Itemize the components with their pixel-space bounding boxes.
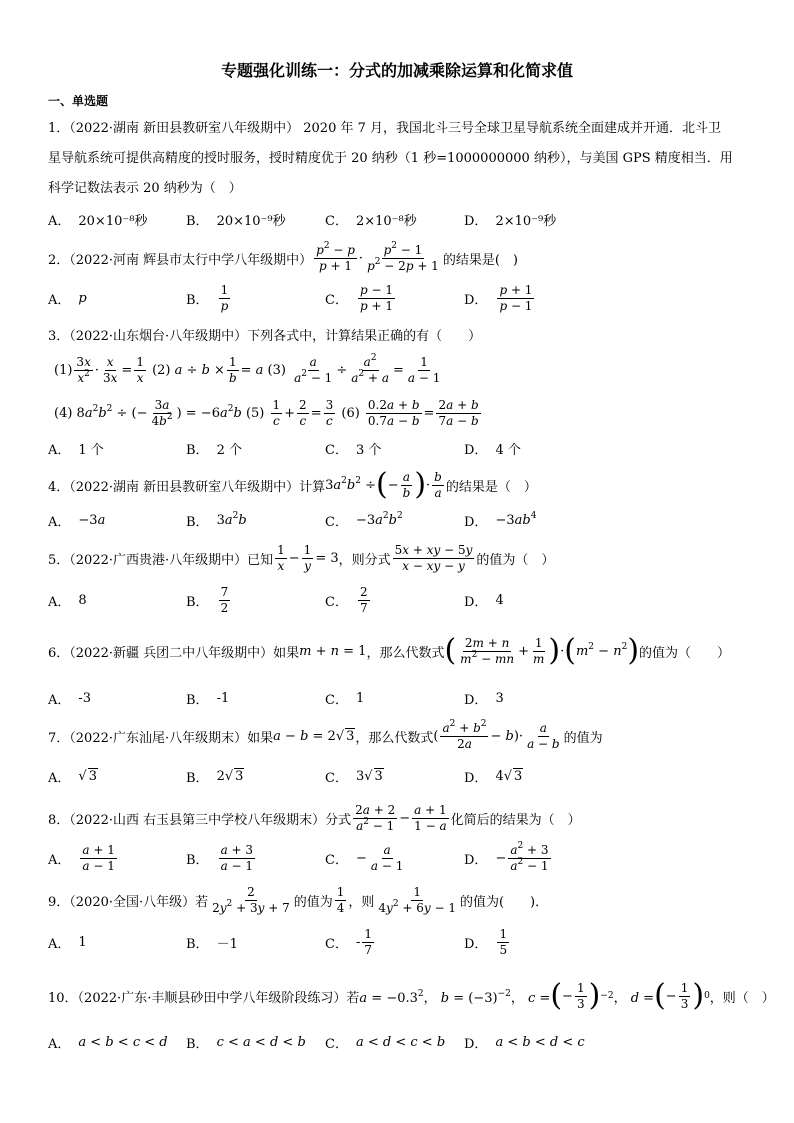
q7-option-c[interactable]: C． 3√ 3 <box>325 768 383 786</box>
q9-option-c[interactable]: C． - 1 7 <box>325 926 372 957</box>
q4-option-a[interactable]: A． −3a <box>48 512 106 530</box>
q9-option-d[interactable]: D． 1 5 <box>464 926 508 957</box>
question-2: 2．（2022·河南 辉县市太行中学八年级期中） $p^2 - p$ p + 1 · $p^2 - 1$ $p^2 - 2p + 1$ 的结果是( ) <box>48 240 518 273</box>
q9-options <box>48 922 748 962</box>
q2-fraction-1: $p^2 - p$ p + 1 <box>316 240 355 273</box>
page-title: 专题强化训练一：分式的加减乘除运算和化简求值 <box>220 61 573 80</box>
question-5: 5．（2022·广西贵港·八年级期中）已知 1 x − $\frac{1}{y}$ = 3 ，则分式 5x + xy − 5y x − xy − y 的值为（ ） <box>48 542 555 573</box>
q5-options <box>48 580 748 620</box>
q10-option-b[interactable]: B． c < a < d < b <box>186 1034 306 1052</box>
q7-option-d[interactable]: D． 4√ 3 <box>464 768 523 786</box>
q5-option-d[interactable]: D． 4 <box>464 592 504 610</box>
question-3: 3．（2022·山东烟台·八年级期中）下列各式中，计算结果正确的有（ ） <box>48 328 482 344</box>
q1-line-3: 科学记数法表示 20 纳秒为（ ） <box>48 181 242 196</box>
q4-option-b[interactable]: B． $3a^2b$ <box>186 510 247 530</box>
q8-option-b[interactable]: B． a + 3 a − 1 <box>186 842 254 873</box>
q4-option-c[interactable]: C． $-3a^2b^2$ <box>325 510 403 530</box>
q1-line-1: 1．（2022·湖南 新田县教研室八年级期中） 2020 年 7 月，我国北斗三号全球卫星导航系统全面建成并开通．北斗卫 <box>48 121 722 136</box>
q2-fraction-2: $p^2 - 1$ $p^2 - 2p + 1$ <box>367 240 439 273</box>
q2-options <box>48 278 748 318</box>
q6-option-b[interactable]: B． -1 <box>186 690 230 708</box>
q8-option-d[interactable]: D． − $\frac{a^2 + 3}{a^2 - 1}$ <box>464 840 549 873</box>
q1-line-2: 星导航系统可提供高精度的授时服务，授时精度优于 20 纳秒（1 秒=1000000000 纳秒），与美国 GPS 精度相当．用 <box>48 151 733 166</box>
q1-option-b[interactable]: B． 20×10⁻⁹秒 <box>186 213 286 229</box>
section-heading: 一、单选题 <box>48 94 109 108</box>
q2-option-b[interactable]: B． 1 p <box>186 282 229 313</box>
q5-option-b[interactable]: B． 7 2 <box>186 584 229 615</box>
q7-option-a[interactable]: A． √ 3 <box>48 768 97 786</box>
q3-expressions-row-1: (1) 3x $x^2$ · x 3x = 1 x (2) a ÷ b × $\frac{1}{b}$ = a (3) a $a^2 - 1$ ÷ $a^2$ $a^2 + a$ = 1 a − 1 <box>54 352 441 385</box>
q8-options <box>48 838 748 878</box>
q5-option-c[interactable]: C． 2 7 <box>325 584 368 615</box>
q6-option-d[interactable]: D． 3 <box>464 690 504 708</box>
q1-options <box>48 199 748 239</box>
q9-option-b[interactable]: B． －1 <box>186 936 238 952</box>
q3-option-b[interactable]: B． 2 个 <box>186 442 242 458</box>
q3-options <box>48 428 748 468</box>
q10-options <box>48 1022 748 1062</box>
q8-option-a[interactable]: A． a + 1 a − 1 <box>48 842 115 873</box>
q10-option-c[interactable]: C． a < d < c < b <box>325 1034 446 1052</box>
q8-option-c[interactable]: C． − $\frac{a}{a - 1}$ <box>325 842 404 873</box>
q3-option-c[interactable]: C． 3 个 <box>325 442 382 458</box>
q3-option-d[interactable]: D． 4 个 <box>464 442 521 458</box>
question-6: 6．（2022·新疆 兵团二中八年级期中）如果 m + n = 1 ，那么代数式 ( 2m + n $m^2$ − mn + 1 m ) · ( $m^2 - n^2$ ) 的值为（ ） <box>48 633 731 668</box>
q4-option-d[interactable]: D． $-3ab^4$ <box>464 510 537 530</box>
q9-option-a[interactable]: A． 1 <box>48 934 87 952</box>
question-10: 10．（2022·广东·丰顺县砂田中学八年级阶段练习）若 $a = -0.3^2$， $b = (-3)^{-2}$， c = ( − $\frac{1}{3}$ ) −2 ， d = ( − $\frac{1}{3}$ ) 0 ，则（ ） <box>48 978 775 1013</box>
q3-option-a[interactable]: A． 1 个 <box>48 442 104 458</box>
question-4: 4．（2022·湖南 新田县教研室八年级期中）计算 $3a^2b^2$ ÷ ( − $\frac{a}{b}$ ) · b a 的结果是（ ） <box>48 467 537 502</box>
q1-option-d[interactable]: D． 2×10⁻⁹秒 <box>464 213 557 229</box>
q10-option-d[interactable]: D． a < b < d < c <box>464 1034 585 1052</box>
q4-options <box>48 500 748 540</box>
q2-option-d[interactable]: D． p + 1 p − 1 <box>464 282 533 313</box>
q6-option-a[interactable]: A． -3 <box>48 690 92 708</box>
q1-option-c[interactable]: C． 2×10⁻⁸秒 <box>325 213 417 229</box>
question-9: 9．（2020·全国·八年级）若 2 $2y^2 + 3y + 7$ 的值为 1 4 ，则 1 $4y^2 + 6y - 1$ 的值为( )． <box>48 884 549 915</box>
q6-options <box>48 678 748 718</box>
q10-option-a[interactable]: A． a < b < c < d <box>48 1034 168 1052</box>
q6-option-c[interactable]: C． 1 <box>325 690 365 708</box>
question-7: 7．（2022·广东汕尾·八年级期末）如果 a − b = 2√ 3 ，那么代数式 ( $a^2 + b^2$ 2a − b)· a a − b 的值为 <box>48 718 603 751</box>
q5-option-a[interactable]: A． 8 <box>48 592 87 610</box>
q7-options <box>48 756 748 796</box>
q2-option-c[interactable]: C． p − 1 p + 1 <box>325 282 393 313</box>
q7-option-b[interactable]: B． 2√ 3 <box>186 768 244 786</box>
question-1 <box>48 114 754 204</box>
question-8: 8．（2022·山西 右玉县第三中学校八年级期末）分式 2a + 2 $a^2 - 1$ − a + 1 1 − a 化简后的结果为（ ） <box>48 802 581 833</box>
q3-expressions-row-2: (4) $8a^2b^2$ ÷ (− $\frac{3a}{4b^2}$ ) = $-6a^2b$ (5) 1 c + 2 c = 3 c (6) 0.2a + b 0.7a − b = 2a + b 7a − b <box>54 397 479 428</box>
q2-option-a[interactable]: A． p <box>48 290 87 308</box>
q1-option-a[interactable]: A． 20×10⁻⁸秒 <box>48 213 148 229</box>
